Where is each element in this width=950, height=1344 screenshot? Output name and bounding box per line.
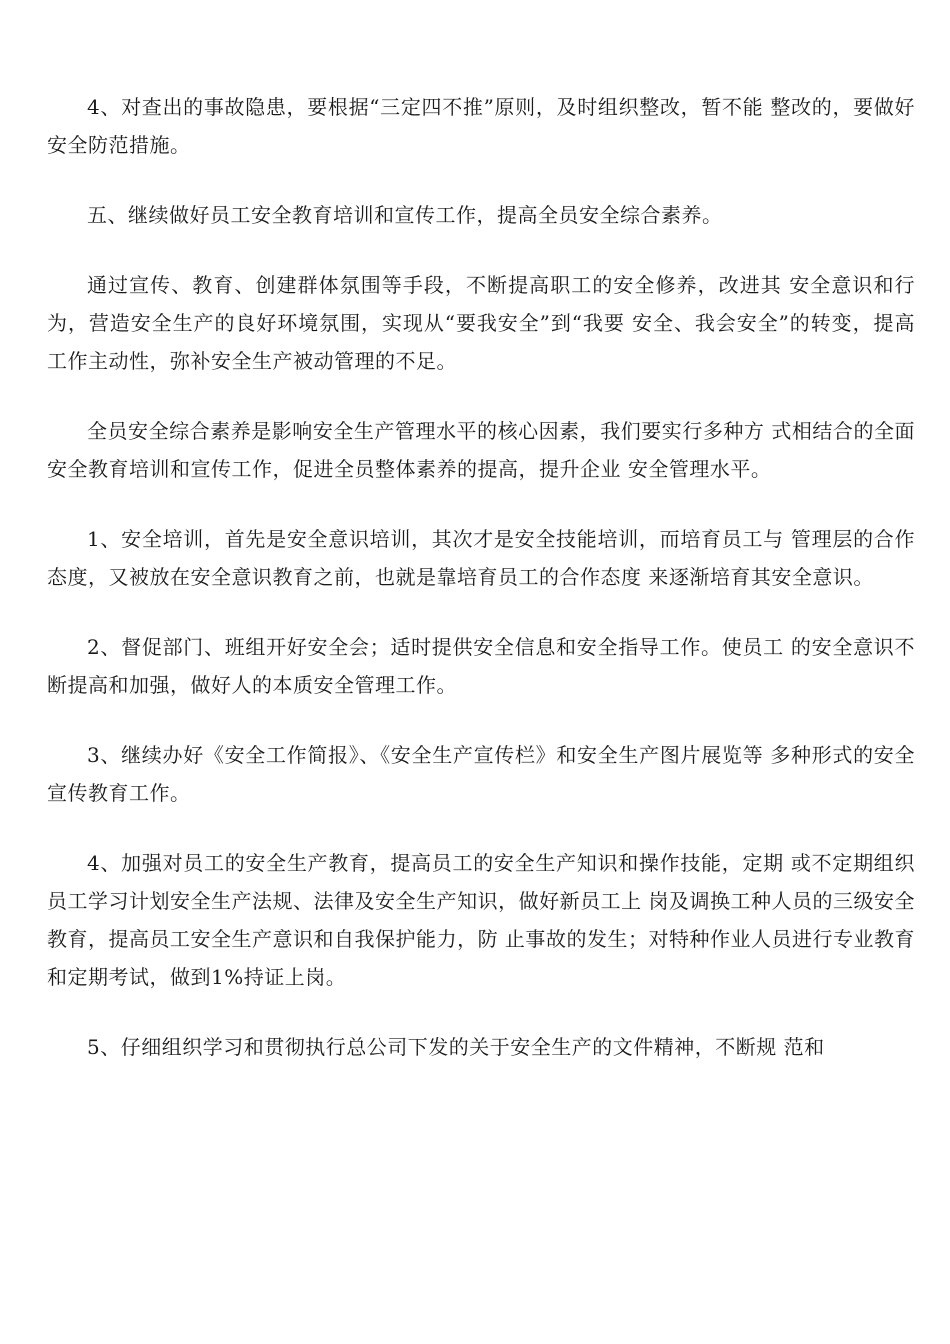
paragraph-publicity-education: 通过宣传、教育、创建群体氛围等手段，不断提高职工的安全修养，改进其 安全意识和行为，营造安全生产的良好环境氛围，实现从“要我安全”到“我要 安全、我会安全”的转变，提高工作主动性，弥补安全生产被动管理的不足。 xyxy=(47,273,915,373)
paragraph-hazard-rectification: 4、对查出的事故隐患，要根据“三定四不推”原则，及时组织整改，暂不能 整改的，要做好安全防范措施。 xyxy=(47,95,915,157)
paragraph-item-5-documents: 5、仔细组织学习和贯彻执行总公司下发的关于安全生产的文件精神，不断规 范和 xyxy=(87,1035,825,1059)
document-body xyxy=(47,88,915,1098)
section-heading-five: 五、继续做好员工安全教育培训和宣传工作，提高全员安全综合素养。 xyxy=(87,203,723,227)
paragraph-item-3-bulletins: 3、继续办好《安全工作简报》、《安全生产宣传栏》和安全生产图片展览等 多种形式的安全宣传教育工作。 xyxy=(47,743,915,805)
paragraph-overall-quality: 全员安全综合素养是影响安全生产管理水平的核心因素，我们要实行多种方 式相结合的全面安全教育培训和宣传工作，促进全员整体素养的提高，提升企业 安全管理水平。 xyxy=(47,419,915,481)
paragraph-item-4-education: 4、加强对员工的安全生产教育，提高员工的安全生产知识和操作技能，定期 或不定期组织员工学习计划安全生产法规、法律及安全生产知识，做好新员工上 岗及调换工种人员的三级安全教育，提高员工安全生产意识和自我保护能力，防 止事故的发生；对特种作业人员进行专业教育和定期考试，做到1%持证上岗。 xyxy=(47,851,915,989)
paragraph-item-1-training: 1、安全培训，首先是安全意识培训，其次才是安全技能培训，而培育员工与 管理层的合作态度，又被放在安全意识教育之前，也就是靠培育员工的合作态度 来逐渐培育其安全意识。 xyxy=(47,527,915,589)
paragraph-item-2-meetings: 2、督促部门、班组开好安全会；适时提供安全信息和安全指导工作。使员工 的安全意识不断提高和加强，做好人的本质安全管理工作。 xyxy=(47,635,915,697)
